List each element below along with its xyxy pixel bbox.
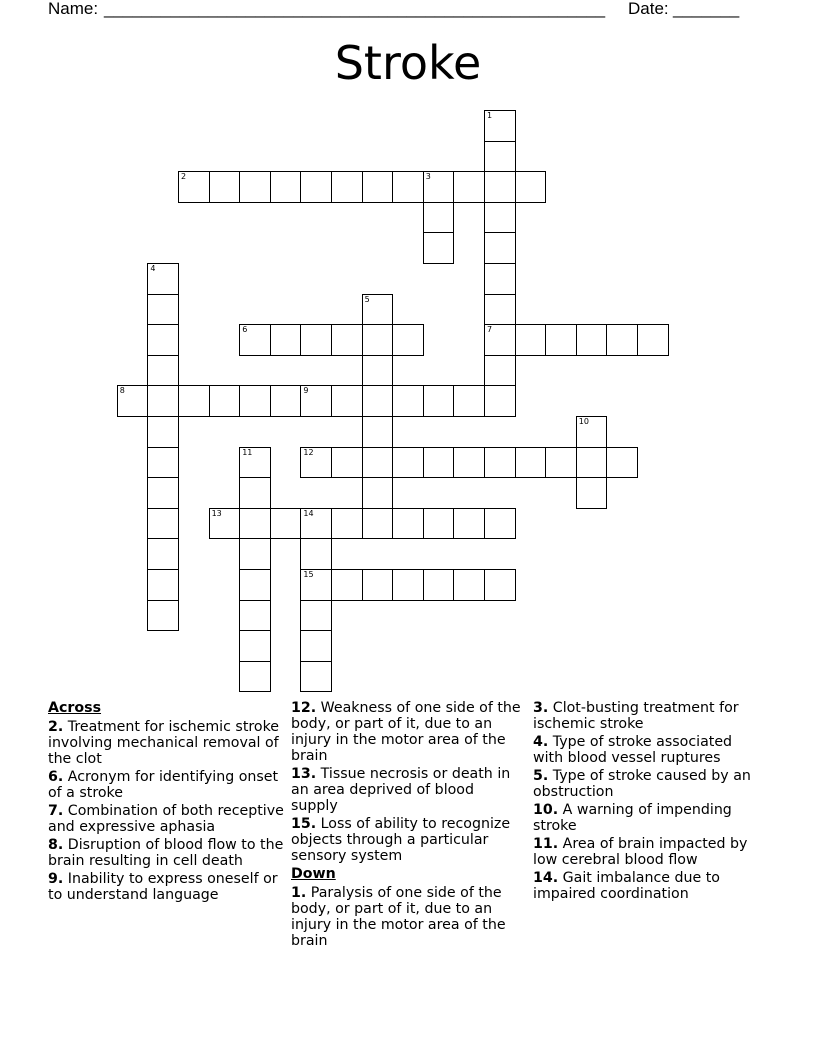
grid-cell[interactable] bbox=[147, 477, 179, 509]
grid-cell[interactable] bbox=[239, 661, 271, 693]
grid-cell[interactable] bbox=[300, 630, 332, 662]
grid-cell[interactable] bbox=[147, 324, 179, 356]
clue-number-label: 7. bbox=[48, 803, 64, 819]
clue-item bbox=[291, 766, 521, 814]
grid-cell[interactable] bbox=[576, 477, 608, 509]
clue-number: 15 bbox=[303, 570, 314, 579]
clue-number-label: 10. bbox=[533, 802, 559, 818]
grid-cell[interactable] bbox=[270, 324, 302, 356]
grid-cell[interactable] bbox=[576, 447, 608, 479]
clue-item bbox=[48, 769, 284, 801]
clue-text: Acronym for identifying onset of a stroke bbox=[48, 769, 279, 801]
clue-text: Paralysis of one side of the body, or part of it, due to an injury in the motor area of the brain bbox=[291, 885, 506, 949]
name-label: Name: bbox=[48, 0, 99, 18]
grid-cell[interactable] bbox=[362, 324, 394, 356]
grid-cell[interactable] bbox=[362, 355, 394, 387]
grid-cell[interactable] bbox=[147, 385, 179, 417]
grid-cell[interactable] bbox=[300, 385, 332, 417]
clue-text: Tissue necrosis or death in an area deprived of blood supply bbox=[291, 766, 511, 814]
grid-cell[interactable] bbox=[484, 508, 516, 540]
clue-text: Disruption of blood flow to the brain resulting in cell death bbox=[48, 837, 284, 869]
clue-text: Clot-busting treatment for ischemic stroke bbox=[533, 700, 739, 732]
date-blank-field[interactable]: _______ bbox=[673, 0, 740, 18]
grid-cell[interactable] bbox=[331, 324, 363, 356]
grid-cell[interactable] bbox=[484, 141, 516, 173]
grid-cell[interactable] bbox=[300, 538, 332, 570]
grid-cell[interactable] bbox=[637, 324, 669, 356]
grid-cell[interactable] bbox=[178, 385, 210, 417]
grid-cell[interactable] bbox=[300, 447, 332, 479]
clue-item bbox=[291, 816, 521, 864]
clue-text: Loss of ability to recognize objects through a particular sensory system bbox=[291, 816, 511, 864]
clue-number: 13 bbox=[211, 508, 222, 518]
grid-cell[interactable] bbox=[239, 569, 271, 601]
grid-cell[interactable] bbox=[453, 508, 485, 540]
grid-cell[interactable] bbox=[362, 569, 394, 601]
clue-item bbox=[291, 885, 521, 949]
grid-cell[interactable] bbox=[453, 447, 485, 479]
grid-cell[interactable] bbox=[576, 416, 608, 448]
grid-cell[interactable] bbox=[484, 324, 516, 356]
grid-cell[interactable] bbox=[239, 171, 271, 203]
grid-cell[interactable] bbox=[484, 385, 516, 417]
grid-cell[interactable] bbox=[423, 232, 455, 264]
grid-cell[interactable] bbox=[300, 600, 332, 632]
grid-cell[interactable] bbox=[270, 385, 302, 417]
grid-cell[interactable] bbox=[331, 569, 363, 601]
clue-item bbox=[533, 768, 765, 800]
clue-number-label: 11. bbox=[533, 836, 559, 852]
grid-cell[interactable] bbox=[209, 171, 241, 203]
grid-cell[interactable] bbox=[239, 508, 271, 540]
grid-cell[interactable] bbox=[423, 202, 455, 234]
grid-cell[interactable] bbox=[515, 171, 547, 203]
grid-cell[interactable] bbox=[209, 385, 241, 417]
grid-cell[interactable] bbox=[270, 508, 302, 540]
grid-cell[interactable] bbox=[484, 110, 516, 142]
grid-cell[interactable] bbox=[239, 447, 271, 479]
grid-cell[interactable] bbox=[423, 569, 455, 601]
clue-number-label: 14. bbox=[533, 870, 559, 886]
page-title: Stroke bbox=[334, 36, 482, 90]
grid-cell[interactable] bbox=[362, 416, 394, 448]
grid-cell[interactable] bbox=[300, 171, 332, 203]
grid-cell[interactable] bbox=[423, 385, 455, 417]
clue-text: Weakness of one side of the body, or part of it, due to an injury in the motor area of the brain bbox=[291, 700, 521, 764]
grid-cell[interactable] bbox=[239, 600, 271, 632]
grid-cell[interactable] bbox=[147, 355, 179, 387]
grid-cell[interactable] bbox=[484, 202, 516, 234]
clue-number: 14 bbox=[303, 508, 314, 518]
clue-number-label: 5. bbox=[533, 768, 549, 784]
clue-text: Type of stroke caused by an obstruction bbox=[533, 768, 751, 800]
grid-cell[interactable] bbox=[362, 508, 394, 540]
grid-cell[interactable] bbox=[545, 324, 577, 356]
grid-cell[interactable] bbox=[331, 171, 363, 203]
grid-cell[interactable] bbox=[362, 477, 394, 509]
clue-number: 9 bbox=[303, 386, 309, 396]
grid-cell[interactable] bbox=[484, 171, 516, 203]
clue-number-label: 8. bbox=[48, 837, 64, 853]
clue-number: 5 bbox=[364, 294, 370, 304]
clue-item bbox=[48, 871, 284, 903]
grid-cell[interactable] bbox=[147, 569, 179, 601]
clue-text: Area of brain impacted by low cerebral blood flow bbox=[533, 836, 748, 868]
grid-cell[interactable] bbox=[147, 538, 179, 570]
clue-number-label: 15. bbox=[291, 816, 317, 832]
grid-cell[interactable] bbox=[300, 324, 332, 356]
grid-cell[interactable] bbox=[362, 447, 394, 479]
clue-item bbox=[533, 836, 765, 868]
grid-cell[interactable] bbox=[606, 324, 638, 356]
name-blank-field[interactable]: _____________________________________________________ bbox=[104, 0, 606, 18]
grid-cell[interactable] bbox=[423, 508, 455, 540]
grid-cell[interactable] bbox=[392, 385, 424, 417]
grid-cell[interactable] bbox=[484, 263, 516, 295]
clue-item bbox=[533, 734, 765, 766]
grid-cell[interactable] bbox=[484, 232, 516, 264]
grid-cell[interactable] bbox=[392, 171, 424, 203]
grid-cell[interactable] bbox=[362, 294, 394, 326]
grid-cell[interactable] bbox=[300, 569, 332, 601]
grid-cell[interactable] bbox=[300, 508, 332, 540]
clue-number-label: 3. bbox=[533, 700, 549, 716]
clue-number-label: 13. bbox=[291, 766, 317, 782]
grid-cell[interactable] bbox=[117, 385, 149, 417]
down-heading: Down bbox=[291, 866, 336, 882]
clue-item bbox=[533, 870, 765, 902]
clue-number: 12 bbox=[303, 447, 314, 457]
clue-number: 8 bbox=[119, 386, 125, 396]
clues-column-3 bbox=[533, 700, 765, 904]
grid-cell[interactable] bbox=[392, 569, 424, 601]
grid-cell[interactable] bbox=[147, 600, 179, 632]
grid-cell[interactable] bbox=[484, 294, 516, 326]
date-label: Date: bbox=[628, 0, 669, 18]
grid-cell[interactable] bbox=[300, 661, 332, 693]
grid-cell[interactable] bbox=[147, 508, 179, 540]
clue-item bbox=[48, 719, 284, 767]
clue-number-label: 6. bbox=[48, 769, 64, 785]
grid-cell[interactable] bbox=[453, 171, 485, 203]
clue-item bbox=[48, 837, 284, 869]
clue-number: 6 bbox=[242, 325, 248, 335]
grid-cell[interactable] bbox=[423, 447, 455, 479]
grid-cell[interactable] bbox=[239, 630, 271, 662]
grid-cell[interactable] bbox=[209, 508, 241, 540]
grid-cell[interactable] bbox=[515, 447, 547, 479]
clue-number: 4 bbox=[150, 264, 156, 273]
grid-cell[interactable] bbox=[362, 171, 394, 203]
clue-text: A warning of impending stroke bbox=[533, 802, 732, 834]
clue-number: 2 bbox=[181, 172, 187, 182]
grid-cell[interactable] bbox=[147, 416, 179, 448]
clue-number: 1 bbox=[487, 111, 493, 120]
grid-cell[interactable] bbox=[362, 385, 394, 417]
grid-cell[interactable] bbox=[331, 385, 363, 417]
grid-cell[interactable] bbox=[178, 171, 210, 203]
grid-cell[interactable] bbox=[545, 447, 577, 479]
grid-cell[interactable] bbox=[484, 355, 516, 387]
grid-cell[interactable] bbox=[147, 294, 179, 326]
clue-text: Inability to express oneself or to understand language bbox=[48, 871, 278, 903]
grid-cell[interactable] bbox=[239, 324, 271, 356]
grid-cell[interactable] bbox=[239, 385, 271, 417]
clue-text: Combination of both receptive and expressive aphasia bbox=[48, 803, 284, 835]
grid-cell[interactable] bbox=[484, 569, 516, 601]
grid-cell[interactable] bbox=[423, 171, 455, 203]
clue-item bbox=[291, 700, 521, 764]
clue-number: 3 bbox=[425, 172, 431, 182]
clue-text: Type of stroke associated with blood vessel ruptures bbox=[533, 734, 733, 766]
grid-cell[interactable] bbox=[484, 447, 516, 479]
clue-number-label: 4. bbox=[533, 734, 549, 750]
grid-cell[interactable] bbox=[453, 385, 485, 417]
grid-cell[interactable] bbox=[392, 508, 424, 540]
clues-column-1 bbox=[48, 700, 284, 905]
clue-number: 10 bbox=[578, 417, 589, 426]
clue-item bbox=[533, 700, 765, 732]
clue-number-label: 1. bbox=[291, 885, 307, 901]
clue-text: Gait imbalance due to impaired coordination bbox=[533, 870, 720, 902]
clue-number-label: 2. bbox=[48, 719, 64, 735]
grid-cell[interactable] bbox=[147, 447, 179, 479]
grid-cell[interactable] bbox=[239, 477, 271, 509]
grid-cell[interactable] bbox=[147, 263, 179, 295]
grid-cell[interactable] bbox=[392, 324, 424, 356]
clues-column-2 bbox=[291, 700, 521, 951]
grid-cell[interactable] bbox=[270, 171, 302, 203]
clue-number-label: 9. bbox=[48, 871, 64, 887]
grid-cell[interactable] bbox=[606, 447, 638, 479]
clue-number: 11 bbox=[242, 447, 253, 457]
grid-cell[interactable] bbox=[239, 538, 271, 570]
clue-number-label: 12. bbox=[291, 700, 317, 716]
across-heading: Across bbox=[48, 700, 102, 716]
clue-text: Treatment for ischemic stroke involving mechanical removal of the clot bbox=[48, 719, 280, 767]
grid-cell[interactable] bbox=[576, 324, 608, 356]
grid-cell[interactable] bbox=[331, 508, 363, 540]
grid-cell[interactable] bbox=[392, 447, 424, 479]
clue-number: 7 bbox=[487, 325, 493, 335]
grid-cell[interactable] bbox=[331, 447, 363, 479]
clue-item bbox=[533, 802, 765, 834]
grid-cell[interactable] bbox=[453, 569, 485, 601]
grid-cell[interactable] bbox=[515, 324, 547, 356]
clue-item bbox=[48, 803, 284, 835]
